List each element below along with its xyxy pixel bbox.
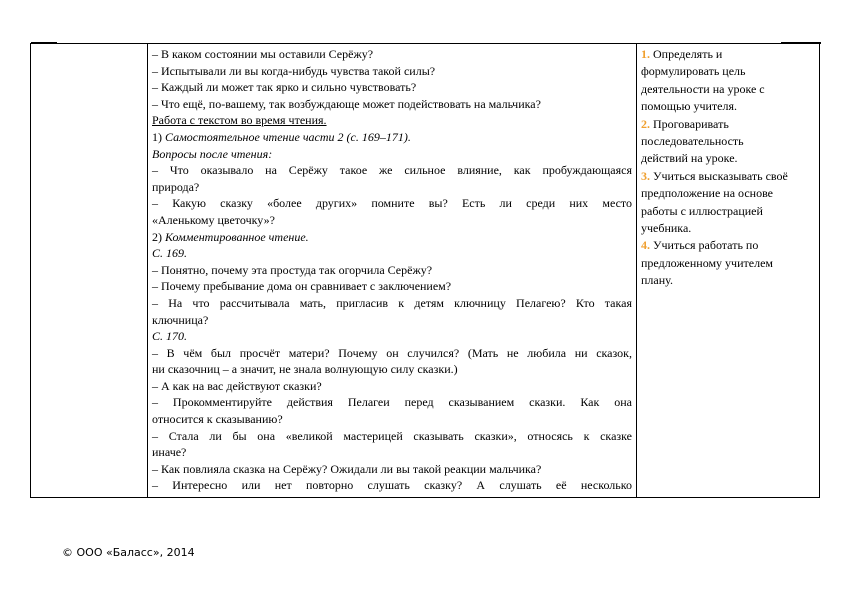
- content-line: – Что ещё, по-вашему, так возбуждающе может подействовать на мальчика?: [152, 96, 541, 111]
- content-line: – Понятно, почему эта простуда так огорчила Серёжу?: [152, 262, 433, 277]
- content-line: – В чём был просчёт матери? Почему он случился? (Мать не любила ни сказок,: [152, 345, 632, 360]
- content-line: С. 170.: [152, 329, 188, 344]
- content-line: – Почему пребывание дома он сравнивает с заключением?: [152, 279, 452, 294]
- goal-number: 2.: [641, 116, 650, 131]
- content-line: – Стала ли бы она «великой мастерицей сказывать сказки», относясь к сказке: [152, 428, 632, 443]
- content-line: С. 169.: [152, 246, 188, 261]
- content-line: – Испытывали ли вы когда-нибудь чувства такой силы?: [152, 63, 436, 78]
- goal-line: [641, 203, 817, 220]
- goal-text: работы с иллюстрацией: [641, 203, 763, 218]
- goal-line: [641, 63, 817, 80]
- content-line: – Что оказывало на Серёжу такое же сильное влияние, как пробуждающаяся: [152, 163, 632, 178]
- goal-text: Проговаривать: [653, 116, 729, 131]
- goal-number: 1.: [641, 47, 650, 61]
- goal-line: [641, 81, 817, 98]
- goal-line: [641, 98, 817, 115]
- goal-line: [641, 150, 817, 167]
- copyright-footer: © ООО «Баласс», 2014: [62, 546, 195, 559]
- content-line: Работа с текстом во время чтения.: [152, 113, 327, 128]
- goal-line: [641, 237, 817, 254]
- content-line: относится к сказыванию?: [152, 412, 283, 427]
- goal-text: Учиться работать по: [653, 238, 759, 253]
- goal-line: [641, 220, 817, 237]
- table-column-goals: [637, 44, 821, 497]
- goal-text: предложенному учителем: [641, 255, 773, 270]
- content-line: Вопросы после чтения:: [152, 146, 273, 161]
- goal-text: учебника.: [641, 221, 692, 236]
- italic-heading: Комментированное чтение.: [165, 229, 309, 244]
- goal-text: плану.: [641, 273, 673, 288]
- content-line: иначе?: [152, 445, 187, 460]
- goal-text: помощью учителя.: [641, 99, 737, 114]
- goal-line: [641, 46, 817, 63]
- lesson-table: [30, 43, 820, 498]
- goal-text: последовательность: [641, 134, 744, 149]
- goal-text: Учиться высказывать своё: [653, 168, 788, 183]
- content-line: «Аленькому цветочку»?: [152, 212, 275, 227]
- content-line: природа?: [152, 179, 200, 194]
- content-line: – А как на вас действуют сказки?: [152, 378, 322, 393]
- table-column-stage: [31, 44, 148, 497]
- content-line: – Каждый ли может так ярко и сильно чувствовать?: [152, 80, 417, 95]
- table-column-content: [148, 44, 637, 497]
- goal-text: предположение на основе: [641, 186, 773, 201]
- list-number: 1): [152, 129, 165, 144]
- italic-heading: Самостоятельное чтение части 2 (с. 169–171).: [165, 129, 411, 144]
- goal-line: [641, 255, 817, 272]
- goal-line: [641, 168, 817, 185]
- content-line: ключница?: [152, 312, 209, 327]
- goal-line: [641, 116, 817, 133]
- content-line: – Интересно или нет повторно слушать сказку? А слушать её несколько: [152, 478, 632, 493]
- goal-text: деятельности на уроке с: [641, 81, 765, 96]
- content-line: [152, 129, 632, 146]
- goal-line: [641, 272, 817, 289]
- goal-number: 4.: [641, 238, 650, 253]
- content-line: ни сказочниц – а значит, не знала волнующую силу сказки.): [152, 362, 458, 377]
- content-line: – Прокомментируйте действия Пелагеи перед сказыванием сказки. Как она: [152, 395, 632, 410]
- goal-line: [641, 185, 817, 202]
- content-line: – На что рассчитывала мать, пригласив к детям ключницу Пелагею? Кто такая: [152, 295, 632, 310]
- goal-text: действий на уроке.: [641, 151, 738, 166]
- goal-number: 3.: [641, 168, 650, 183]
- content-line: – Какую сказку «более других» помните вы? Есть ли среди них место: [152, 196, 632, 211]
- goal-text: Определять и: [653, 47, 723, 61]
- content-line: [152, 229, 632, 246]
- list-number: 2): [152, 229, 165, 244]
- content-line: – В каком состоянии мы оставили Серёжу?: [152, 47, 374, 61]
- content-line: – Как повлияла сказка на Серёжу? Ожидали ли вы такой реакции мальчика?: [152, 461, 542, 476]
- goal-text: формулировать цель: [641, 64, 746, 79]
- goal-line: [641, 133, 817, 150]
